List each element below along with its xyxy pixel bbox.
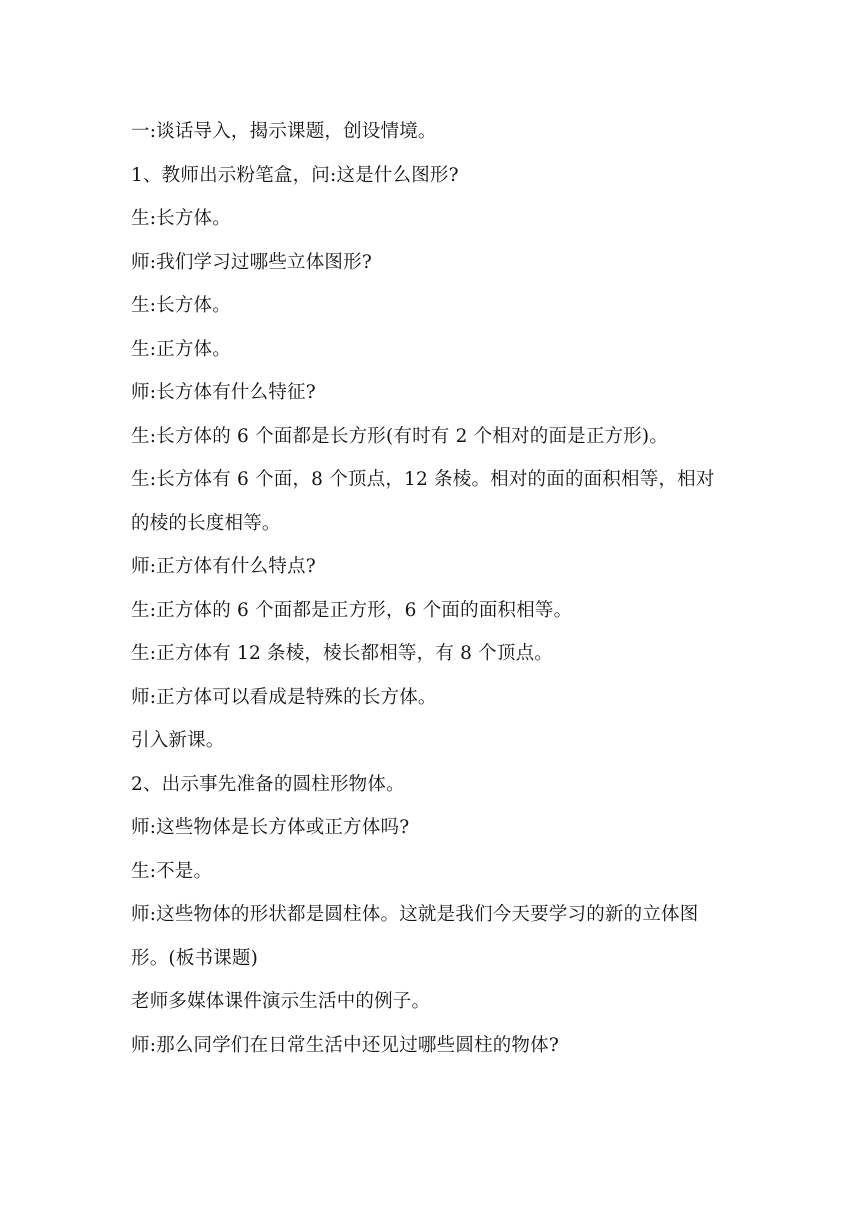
paragraph: 生:长方体有 6 个面，8 个顶点，12 条棱。相对的面的面积相等，相对的棱的长度相等。 — [131, 469, 715, 534]
paragraph: 生:长方体的 6 个面都是长方形(有时有 2 个相对的面是正方形)。 — [131, 425, 669, 447]
paragraph: 师:这些物体的形状都是圆柱体。这就是我们今天要学习的新的立体图形。(板书课题) — [131, 904, 699, 969]
paragraph: 师:长方体有什么特征? — [131, 382, 316, 403]
paragraph: 生:正方体。 — [131, 338, 231, 360]
paragraph: 师:我们学习过哪些立体图形? — [131, 251, 372, 273]
paragraph: 师:那么同学们在日常生活中还见过哪些圆柱的物体? — [131, 1034, 559, 1056]
paragraph: 生:长方体。 — [131, 295, 231, 316]
paragraph: 师:正方体有什么特点? — [131, 556, 316, 577]
paragraph: 师:这些物体是长方体或正方体吗? — [131, 817, 410, 838]
paragraph: 生:正方体有 12 条棱，棱长都相等，有 8 个顶点。 — [131, 643, 553, 664]
paragraph: 师:正方体可以看成是特殊的长方体。 — [131, 686, 437, 708]
document-body — [131, 110, 731, 1067]
paragraph: 引入新课。 — [131, 730, 225, 751]
paragraph: 2、出示事先准备的圆柱形物体。 — [131, 773, 405, 795]
paragraph: 1、教师出示粉笔盒，问:这是什么图形? — [131, 164, 459, 186]
paragraph: 老师多媒体课件演示生活中的例子。 — [131, 991, 431, 1012]
section-heading: 一:谈话导入，揭示课题，创设情境。 — [131, 121, 437, 142]
paragraph: 生:正方体的 6 个面都是正方形，6 个面的面积相等。 — [131, 599, 573, 621]
paragraph: 生:长方体。 — [131, 208, 231, 229]
paragraph: 生:不是。 — [131, 860, 213, 882]
